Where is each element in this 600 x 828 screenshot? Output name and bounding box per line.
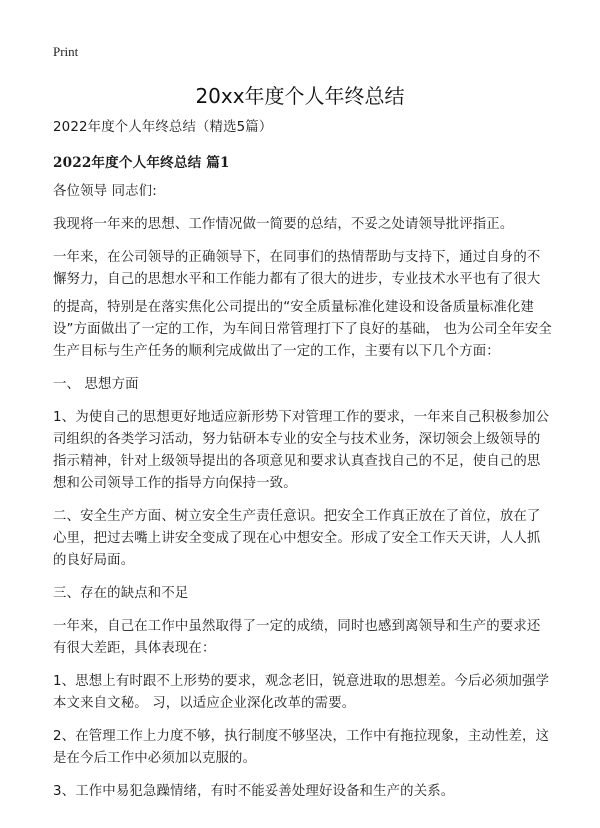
paragraph: 1、为使自己的思想更好地适应新形势下对管理工作的要求，一年来自己积极参加公司组织的各类学习活动，努力钻研本专业的安全与技术业务，深切领会上级领导的指示精神，针对上级领导提出的各项意见和要求认真查找自己的不足，使自己的思想和公司领导工作的指导方向保持一致。 <box>53 410 550 491</box>
section-subheading: 一、 思想方面 <box>53 377 139 392</box>
paragraph: 的提高，特别是在落实焦化公司提出的“安全质量标准化建设和设备质量标准化建设”方面做出了一定的工作，为车间日常管理打下了良好的基础， 也为公司全年安全生产目标与生产任务的顺利完成做出了一定的工作，主要有以下几个方面： <box>53 300 552 359</box>
paragraph: 一年来，自己在工作中虽然取得了一定的成绩，同时也感到离领导和生产的要求还有很大差距，具体表现在： <box>53 619 541 656</box>
greeting: 各位领导 同志们: <box>53 184 157 199</box>
paragraph: 2、在管理工作上力度不够，执行制度不够坚决，工作中有拖拉现象，主动性差，这是在今后工作中必须加以克服的。 <box>53 729 550 766</box>
section-subheading: 三、存在的缺点和不足 <box>53 586 189 601</box>
page-title: 20xx年度个人年终总结 <box>195 84 405 108</box>
paragraph: 一年来，在公司领导的正确领导下，在同事们的热情帮助与支持下，通过自身的不懈努力，自己的思想水平和工作能力都有了很大的进步，专业技术水平也有了很大 <box>53 250 541 287</box>
paragraph: 1、思想上有时跟不上形势的要求，观念老旧，锐意进取的思想差。今后必须加强学 本文来自文秘。 习，以适应企业深化改革的需要。 <box>53 674 550 711</box>
document-body <box>53 117 553 814</box>
print-link[interactable]: Print <box>53 44 79 59</box>
section-heading: 2022年度个人年终总结 篇1 <box>53 155 230 171</box>
subtitle: 2022年度个人年终总结（精选5篇） <box>53 120 273 135</box>
paragraph: 3、工作中易犯急躁情绪，有时不能妥善处理好设备和生产的关系。 <box>53 784 455 799</box>
paragraph: 二、安全生产方面、树立安全生产责任意识。把安全工作真正放在了首位，放在了心里，把过去嘴上讲安全变成了现在心中想安全。形成了安全工作天天讲，人人抓的良好局面。 <box>53 509 541 568</box>
paragraph: 我现将一年来的思想、工作情况做一简要的总结，不妥之处请领导批评指正。 <box>53 217 514 232</box>
